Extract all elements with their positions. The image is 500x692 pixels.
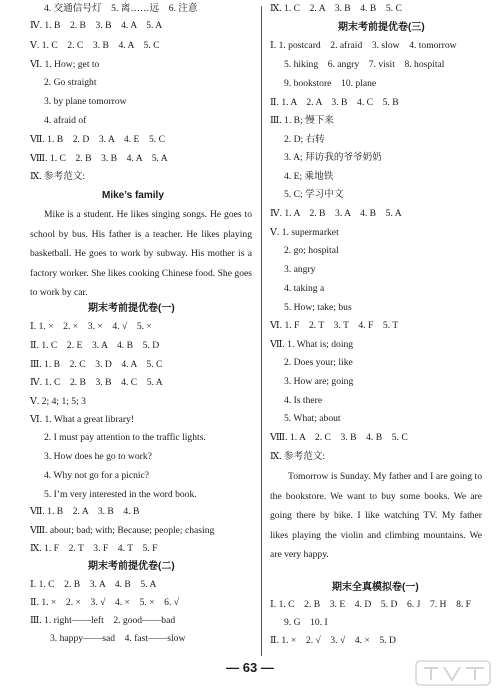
answer-line: Ⅵ. 1. F 2. T 3. T 4. F 5. T <box>270 320 399 331</box>
answer-line: Ⅲ. 1. right——left 2. good——bad <box>30 615 176 626</box>
answer-line: Ⅱ. 1. × 2. × 3. √ 4. × 5. × 6. √ <box>30 597 180 608</box>
model-essay: Tomorrow is Sunday. My father and I are going to the bookstore. We want to buy some books. We are going there by bike. I like watching TV. My father likes playing the violin and climbing mountains. We are very happy. <box>270 471 482 560</box>
answer-line: 3. happy——sad 4. fast——slow <box>50 633 186 644</box>
answer-line: 2. D; 右转 <box>284 134 325 145</box>
answer-line: 4. afraid of <box>44 115 87 126</box>
answer-line: 3. by plane tomorrow <box>44 96 127 107</box>
answer-line: Ⅲ. 1. B; 慢下来 <box>270 115 334 126</box>
answer-line: Ⅲ. 1. B 2. C 3. D 4. A 5. C <box>30 359 163 370</box>
answer-line: Ⅶ. 1. What is; doing <box>270 339 354 350</box>
answer-line: Ⅵ. 1. How; get to <box>30 59 100 70</box>
answer-line: 4. Why not go for a picnic? <box>44 470 150 481</box>
answer-line: Ⅰ. 1. C 2. B 3. E 4. D 5. D 6. J 7. H 8. F <box>270 599 472 610</box>
answer-line: 4. E; 乘地铁 <box>284 171 334 182</box>
answer-line: 2. go; hospital <box>284 245 339 256</box>
answer-line: Ⅰ. 1. C 2. B 3. A 4. B 5. A <box>30 579 157 590</box>
answer-line: 5. What; about <box>284 413 341 424</box>
answer-line: Ⅶ. 1. B 2. D 3. A 4. E 5. C <box>30 134 165 145</box>
answer-line: 3. How does he go to work? <box>44 451 152 462</box>
answer-line: Ⅸ. 参考范文: <box>30 171 86 182</box>
answer-line: 5. C; 学习中文 <box>284 189 344 200</box>
answer-line: Ⅶ. 1. B 2. A 3. B 4. B <box>30 506 140 517</box>
page-number: — 63 — <box>226 660 274 675</box>
answer-line: Ⅳ. 1. C 2. B 3. B 4. C 5. A <box>30 377 163 388</box>
answer-line: 5. hiking 6. angry 7. visit 8. hospital <box>284 59 445 70</box>
answer-line: Ⅷ. about; bad; with; Because; people; chasing <box>30 525 215 536</box>
model-essay: Mike is a student. He likes singing songs. He goes to school by bus. His father is a teacher. He likes playing basketball. He goes to work by subway. His mother is a factory worker. She likes cooking Chinese food. She goes to work by car. <box>30 209 252 298</box>
answer-line: Ⅴ. 2; 4; 1; 5; 3 <box>30 396 86 407</box>
answer-line: 3. A; 拜访我的爷爷奶奶 <box>284 152 382 163</box>
answer-line: 2. Go straight <box>44 77 97 88</box>
answer-line: 5. How; take; bus <box>284 302 352 313</box>
essay-title: Mike’s family <box>102 190 164 201</box>
answer-line: Ⅷ. 1. C 2. B 3. B 4. A 5. A <box>30 153 168 164</box>
answer-line: 4. 交通信号灯 5. 离……远 6. 注意 <box>44 3 198 14</box>
answer-line: Ⅸ. 参考范文: <box>270 451 326 462</box>
section-title: 期末考前提优卷(一) <box>88 303 175 314</box>
section-title: 期末考前提优卷(二) <box>88 561 175 572</box>
section-title: 期末全真模拟卷(一) <box>332 582 419 593</box>
answer-line: Ⅸ. 1. F 2. T 3. F 4. T 5. F <box>30 543 158 554</box>
answer-line: Ⅳ. 1. B 2. B 3. B 4. A 5. A <box>30 20 163 31</box>
answer-line: 9. G 10. I <box>284 617 328 628</box>
answer-line: Ⅴ. 1. supermarket <box>270 227 339 238</box>
answer-line: Ⅱ. 1. A 2. A 3. B 4. C 5. B <box>270 97 399 108</box>
answer-line: 4. Is there <box>284 395 323 406</box>
answer-line: Ⅵ. 1. What a great library! <box>30 414 135 425</box>
answer-line: 5. I’m very interested in the word book. <box>44 489 197 500</box>
watermark-logo-icon <box>414 658 492 688</box>
answer-line: Ⅰ. 1. postcard 2. afraid 3. slow 4. tomorrow <box>270 40 457 51</box>
answer-line: 2. I must pay attention to the traffic lights. <box>44 432 206 443</box>
answer-line: 3. angry <box>284 264 316 275</box>
answer-line: Ⅱ. 1. × 2. √ 3. √ 4. × 5. D <box>270 635 396 646</box>
answer-line: Ⅷ. 1. A 2. C 3. B 4. B 5. C <box>270 432 408 443</box>
column-divider <box>261 6 262 656</box>
answer-line: 3. How are; going <box>284 376 354 387</box>
answer-line: Ⅱ. 1. C 2. E 3. A 4. B 5. D <box>30 340 160 351</box>
answer-line: Ⅸ. 1. C 2. A 3. B 4. B 5. C <box>270 3 402 14</box>
answer-line: Ⅰ. 1. × 2. × 3. × 4. √ 5. × <box>30 321 152 332</box>
answer-line: Ⅴ. 1. C 2. C 3. B 4. A 5. C <box>30 40 160 51</box>
answer-line: 4. taking a <box>284 283 325 294</box>
answer-line: 9. bookstore 10. plane <box>284 78 377 89</box>
section-title: 期末考前提优卷(三) <box>338 22 425 33</box>
answer-line: Ⅳ. 1. A 2. B 3. A 4. B 5. A <box>270 208 402 219</box>
answer-line: 2. Does your; like <box>284 357 353 368</box>
